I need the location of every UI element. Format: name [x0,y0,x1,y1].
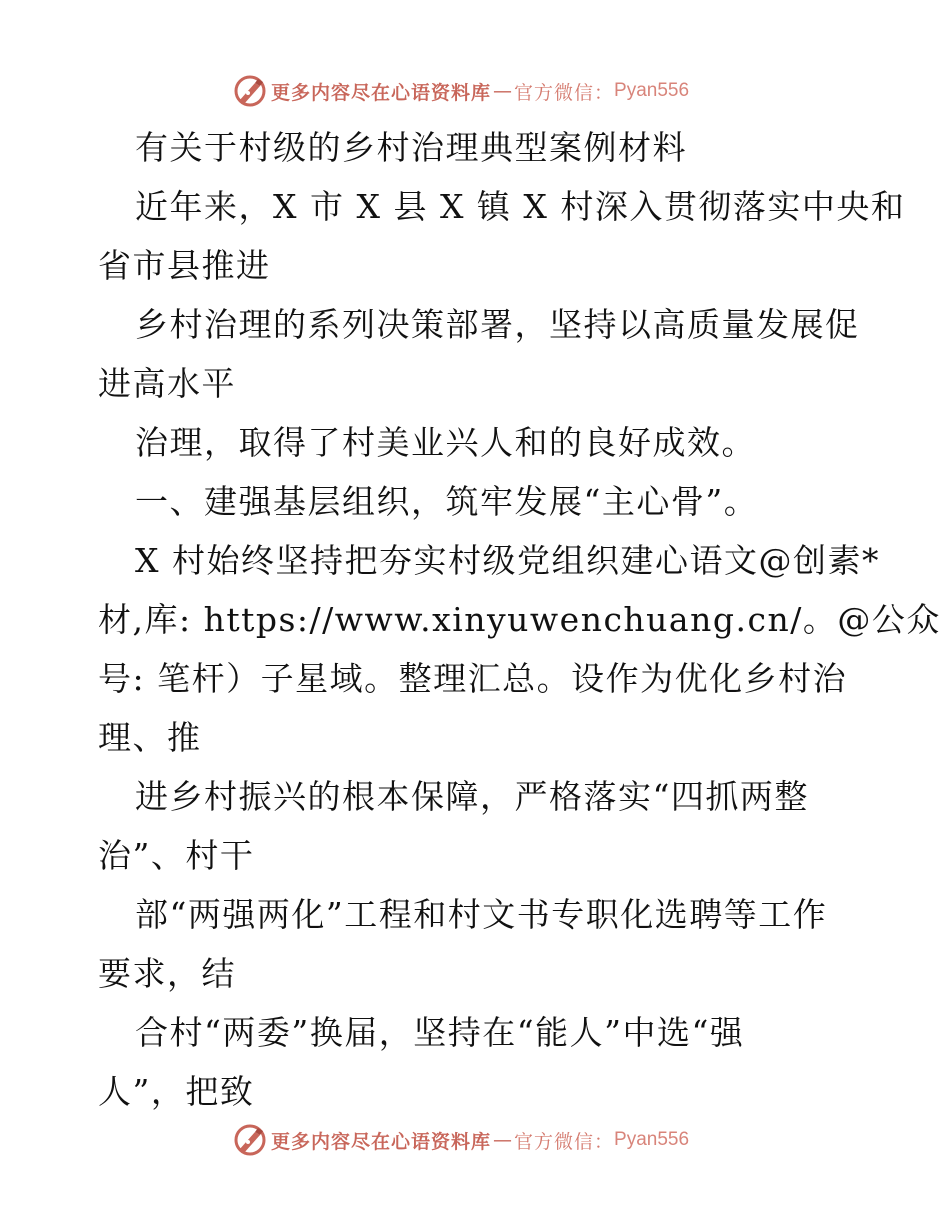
text-line: 治理，取得了村美业兴人和的良好成效。 [135,423,756,462]
text-line: 乡村治理的系列决策部署，坚持以高质量发展促 [135,305,860,344]
banner-separator: — [493,1129,513,1151]
pen-seal-logo-icon [233,1123,267,1157]
text-line: 进乡村振兴的根本保障，严格落实“四抓两整 [135,777,809,816]
banner-separator: — [493,80,513,102]
text-line: 号: 笔杆）子星域。整理汇总。设作为优化乡村治 [98,659,848,698]
banner-wechat-label: 官方微信： [514,1130,615,1153]
document-title: 有关于村级的乡村治理典型案例材料 [135,128,687,167]
text-line: 理、推 [98,718,202,757]
pen-seal-logo-icon [233,74,267,108]
section-heading: 一、建强基层组织，筑牢发展“主心骨”。 [135,482,759,521]
text-line: 合村“两委”换届，坚持在“能人”中选“强 [135,1013,745,1052]
text-line: 进高水平 [98,364,236,403]
text-line: X 村始终坚持把夯实村级党组织建心语文@创素* [135,541,880,580]
banner-wechat-label: 官方微信： [514,81,615,104]
banner-main-text: 更多内容尽在心语资料库 [271,81,492,104]
text-line: 人”，把致 [98,1072,255,1111]
document-body [98,118,941,1121]
text-line: 部“两强两化”工程和村文书专职化选聘等工作 [135,895,828,934]
text-line: 省市县推进 [98,246,271,285]
footer-banner [233,1120,689,1160]
text-line: 材,库: https://www.xinyuwenchuang.cn/。@公众 [98,600,941,639]
text-line: 治”、村干 [98,836,255,875]
banner-wechat-id: Pyan556 [614,80,690,101]
banner-main-text: 更多内容尽在心语资料库 [271,1130,492,1153]
text-line: 要求，结 [98,954,236,993]
header-banner [233,71,689,111]
text-line: 近年来，X 市 X 县 X 镇 X 村深入贯彻落实中央和 [135,187,906,226]
banner-wechat-id: Pyan556 [614,1129,690,1150]
